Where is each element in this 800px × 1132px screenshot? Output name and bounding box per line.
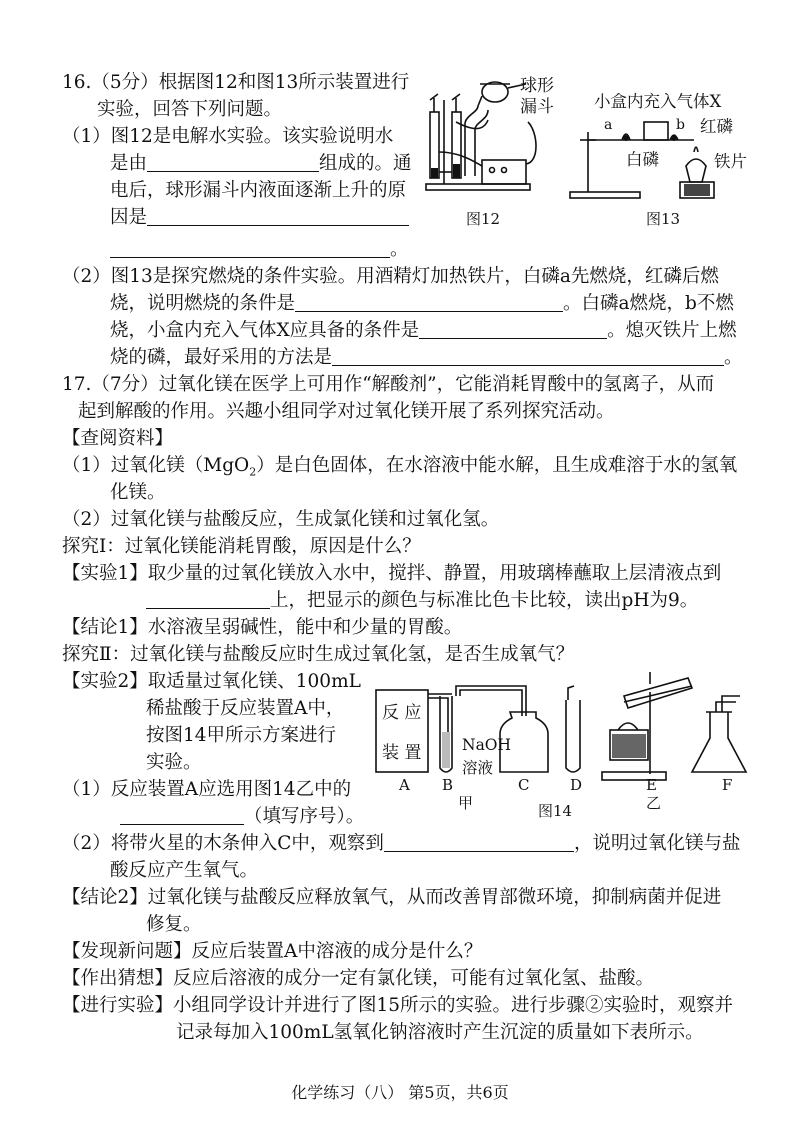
answer-blank-funnel-reason-2[interactable] (110, 237, 390, 258)
info-subscript: 2 (249, 465, 257, 479)
experiment-2-line-b: 稀盐酸于反应装置A中， (146, 698, 345, 719)
info-item-1-cont: 化镁。 (110, 482, 166, 503)
q16-p2-text: 烧，小盒内充入气体X应具备的条件是 (110, 320, 420, 341)
answer-blank-extinguish-method[interactable] (332, 345, 724, 366)
q16-p1-text: 因是 (110, 207, 148, 228)
label-f: F (722, 776, 733, 794)
inquiry-2-title: 探究Ⅱ：过氧化镁与盐酸反应时生成过氧化氢，是否生成氧气？ (62, 644, 575, 665)
label-white-phosphorus: 白磷 (626, 150, 659, 169)
figure-12-funnel-label (520, 76, 554, 118)
new-question: 【发现新问题】反应后装置A中溶液的成分是什么？ (62, 941, 483, 962)
label-b: B (442, 776, 454, 794)
funnel-label-2: 漏斗 (520, 97, 554, 117)
q16-p1-text: 组成的。通 (319, 153, 412, 174)
experiment-1-line-b (146, 588, 698, 614)
figure-13-caption: 图13 (646, 210, 681, 228)
naoh-label-2: 溶液 (462, 759, 494, 777)
experiment-2-line-c: 按图14甲所示方案进行 (146, 725, 337, 746)
label-jia: 甲 (458, 794, 474, 812)
answer-blank-gas-x-condition[interactable] (419, 318, 607, 339)
q16-p2-text: 烧的磷，最好采用的方法是 (110, 347, 333, 368)
figure-14-caption: 图14 (538, 802, 573, 820)
conduct-experiment-line-a: 【进行实验】小组同学设计并进行了图15所示的实验。进行步骤②实验时，观察并 (62, 995, 734, 1016)
experiment-2-text: （填写序号）。 (244, 806, 365, 827)
label-e: E (646, 776, 657, 794)
figure-12-caption: 图12 (466, 210, 501, 228)
q16-p2-text: 。 (724, 347, 743, 368)
answer-blank-funnel-reason-1[interactable] (147, 205, 409, 226)
q16-p2-line-a: （2）图13是探究燃烧的条件实验。用酒精灯加热铁片，白磷a先燃烧，红磷后燃 (62, 266, 719, 287)
q16-p1-line-d (110, 205, 409, 231)
label-gas-x-box: 小盒内充入气体X (594, 92, 722, 111)
answer-blank-ph-paper[interactable] (146, 588, 270, 609)
experiment-1-line-a: 【实验1】取少量的过氧化镁放入水中，搅拌、静置，用玻璃棒蘸取上层清液点到 (62, 563, 722, 584)
answer-blank-combustion-condition[interactable] (295, 291, 563, 312)
q16-p1-line-e (110, 237, 409, 263)
label-a: A (399, 776, 410, 794)
q16-p1-text: 是由 (110, 153, 148, 174)
answer-blank-observation[interactable] (384, 831, 574, 852)
experiment-2-text: （2）将带火星的木条伸入C中，观察到 (62, 833, 384, 854)
q16-p1-line-c: 电后，球形漏斗内液面逐渐上升的原 (110, 180, 407, 201)
info-text: ）是白色固体，在水溶液中能水解，且生成难溶于水的氢氧 (256, 455, 738, 476)
q16-p2-text: 烧，说明燃烧的条件是 (110, 293, 296, 314)
answer-blank-device-a-choice[interactable] (120, 804, 244, 825)
q16-line1: 16.（5分）根据图12和图13所示装置进行 (62, 72, 410, 93)
q16-p2-line-c (110, 318, 737, 344)
label-d: D (570, 776, 583, 794)
q16-p2-text: 。熄灭铁片上燃 (607, 320, 737, 341)
q17-line2: 起到解酸的作用。兴趣小组同学对过氧化镁开展了系列探究活动。 (78, 401, 615, 422)
answer-blank-water-composition[interactable] (147, 151, 319, 172)
info-text: （1）过氧化镁（MgO (62, 455, 250, 476)
label-c: C (518, 776, 530, 794)
info-item-2: （2）过氧化镁与盐酸反应，生成氯化镁和过氧化氢。 (62, 509, 500, 530)
experiment-1-text: 上，把显示的颜色与标准比色卡比较，读出pH为9。 (270, 590, 699, 611)
info-title: 【查阅资料】 (62, 428, 174, 449)
q16-p2-text: 。白磷a燃烧，b不燃 (563, 293, 734, 314)
conclusion-2-line-a: 【结论2】过氧化镁与盐酸反应释放氧气，从而改善胃部微环境，抑制病菌并促进 (62, 887, 722, 908)
page-footer: 化学练习（八） 第5页，共6页 (291, 1083, 509, 1102)
hypothesis: 【作出猜想】反应后溶液的成分一定有氯化镁，可能有过氧化氢、盐酸。 (62, 968, 655, 989)
box-label-line-2: 装 置 (382, 743, 422, 763)
q16-p1-end: 。 (390, 239, 409, 260)
q16-p1-line-a: （1）图12是电解水实验。该实验说明水 (62, 126, 394, 147)
figure-14-experiment-apparatus (370, 672, 760, 820)
q17-line1: 17.（7分）过氧化镁在医学上可用作“解酸剂”，它能消耗胃酸中的氢离子，从而 (62, 374, 715, 395)
inquiry-1-title: 探究Ⅰ：过氧化镁能消耗胃酸，原因是什么？ (62, 536, 421, 557)
conclusion-2-line-b: 修复。 (146, 914, 202, 935)
label-phosphorus-a: a (604, 117, 613, 133)
funnel-label-1: 球形 (520, 76, 554, 96)
experiment-2-q1-line-a: （1）反应装置A应选用图14乙中的 (62, 779, 352, 800)
label-iron-sheet: 铁片 (714, 152, 747, 171)
label-red-phosphorus: 红磷 (700, 117, 733, 136)
experiment-2-q2-line-a (62, 831, 740, 857)
experiment-2-q1-line-b (120, 804, 364, 830)
experiment-2-line-d: 实验。 (146, 752, 202, 773)
label-yi: 乙 (646, 794, 662, 812)
conduct-experiment-line-b: 记录每加入100mL氢氧化钠溶液时产生沉淀的质量如下表所示。 (176, 1022, 704, 1043)
q16-line2: 实验，回答下列问题。 (97, 99, 283, 120)
conclusion-1: 【结论1】水溶液呈弱碱性，能中和少量的胃酸。 (62, 617, 463, 638)
box-label-line-1: 反 应 (382, 703, 422, 723)
q16-p1-line-b (110, 151, 412, 177)
naoh-label-1: NaOH (462, 736, 512, 754)
experiment-2-line-a: 【实验2】取适量过氧化镁、100mL (62, 671, 361, 692)
label-phosphorus-b: b (676, 117, 685, 133)
q16-p2-line-d (110, 345, 743, 371)
experiment-2-text: ，说明过氧化镁与盐 (573, 833, 741, 854)
q16-p2-line-b (110, 291, 734, 317)
experiment-2-q2-line-b: 酸反应产生氧气。 (110, 860, 259, 881)
